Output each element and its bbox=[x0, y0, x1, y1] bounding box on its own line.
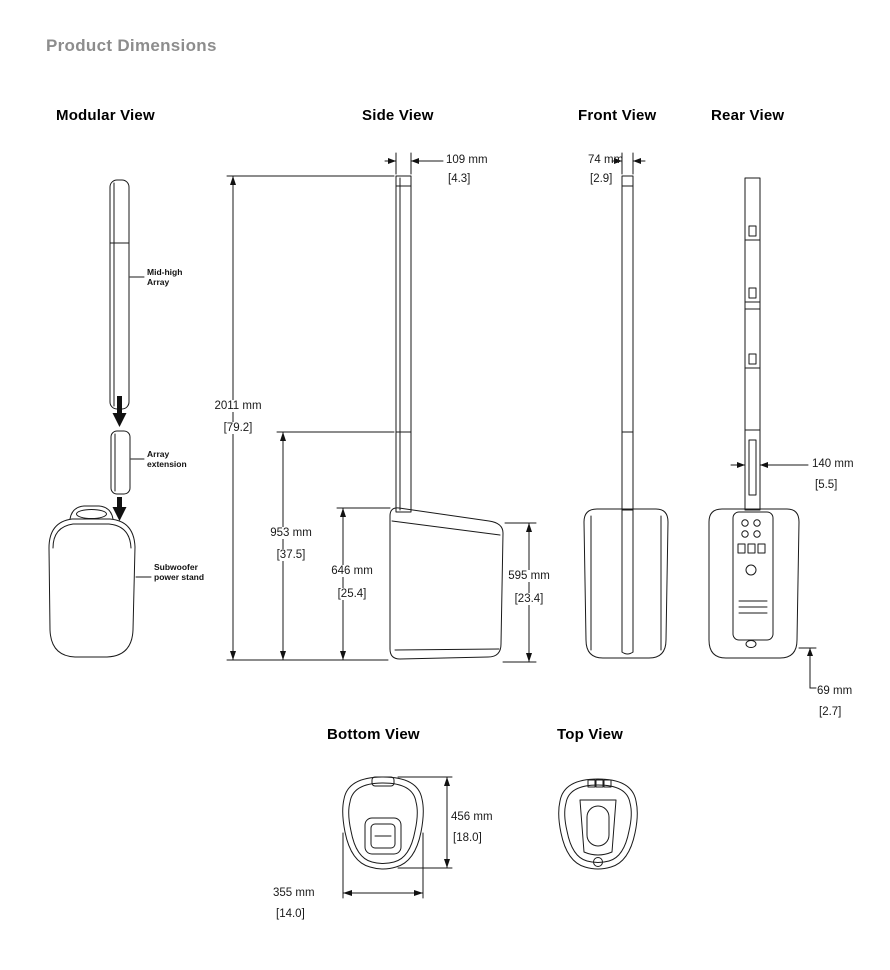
mid-high-array-label bbox=[147, 267, 182, 287]
front-width-dim-in: [2.9] bbox=[590, 173, 613, 185]
modular-subwoofer-drawing bbox=[49, 506, 135, 657]
side-stand-height-dim-lines bbox=[337, 508, 390, 660]
side-front-height-dim-mm: 595 mm bbox=[505, 570, 553, 582]
side-width-dim-mm: 109 mm bbox=[446, 154, 488, 166]
bottom-width-dim-lines bbox=[343, 833, 423, 898]
rear-foot-dim-mm: 69 mm bbox=[817, 685, 853, 697]
rear-foot-dim-lines bbox=[799, 648, 816, 688]
modular-down-arrow-2 bbox=[113, 497, 127, 521]
bottom-depth-dim-in: [18.0] bbox=[453, 832, 482, 844]
rear-array-drawing bbox=[745, 178, 760, 510]
side-array-height-dim-lines bbox=[277, 432, 394, 660]
side-total-height-dim-in: [79.2] bbox=[221, 422, 256, 434]
side-array-height-dim-in: [37.5] bbox=[274, 549, 309, 561]
subwoofer-label bbox=[154, 562, 204, 582]
modular-extension-drawing bbox=[111, 431, 130, 494]
side-view-title: Side View bbox=[362, 107, 434, 124]
bottom-width-dim-mm: 355 mm bbox=[273, 887, 315, 899]
side-array-height-dim-mm: 953 mm bbox=[267, 527, 315, 539]
side-stand-height-dim-in: [25.4] bbox=[335, 588, 370, 600]
front-width-dim-mm: 74 mm bbox=[588, 154, 624, 166]
bottom-view-title: Bottom View bbox=[327, 726, 420, 743]
page-title: Product Dimensions bbox=[46, 36, 217, 55]
array-extension-label-line2: extension bbox=[147, 459, 187, 470]
side-array-drawing bbox=[396, 176, 411, 512]
side-width-dim-in: [4.3] bbox=[448, 173, 471, 185]
rear-width-dim-in: [5.5] bbox=[815, 479, 838, 491]
side-front-height-dim-in: [23.4] bbox=[512, 593, 547, 605]
top-view-drawing bbox=[559, 779, 638, 869]
side-width-dim-lines bbox=[385, 153, 443, 174]
bottom-width-dim-in: [14.0] bbox=[276, 908, 305, 920]
front-view-title: Front View bbox=[578, 107, 657, 124]
side-subwoofer-drawing bbox=[390, 508, 503, 659]
modular-leader-lines bbox=[130, 277, 151, 577]
rear-view-title: Rear View bbox=[711, 107, 785, 124]
front-array-drawing bbox=[622, 176, 633, 510]
rear-width-dim-mm: 140 mm bbox=[812, 458, 854, 470]
mid-high-array-label-line1: Mid-high bbox=[147, 267, 183, 277]
front-subwoofer-drawing bbox=[584, 509, 668, 658]
modular-view-title: Modular View bbox=[56, 107, 155, 124]
side-stand-height-dim-mm: 646 mm bbox=[328, 565, 376, 577]
array-extension-label bbox=[147, 449, 187, 469]
rear-subwoofer-drawing bbox=[709, 509, 799, 658]
array-extension-label-line1: Array bbox=[147, 449, 170, 459]
side-total-height-dim-mm: 2011 mm bbox=[211, 400, 264, 412]
subwoofer-label-line1: Subwoofer bbox=[154, 562, 198, 572]
mid-high-array-label-line2: Array bbox=[147, 277, 170, 288]
rear-foot-dim-in: [2.7] bbox=[819, 706, 842, 718]
bottom-depth-dim-mm: 456 mm bbox=[451, 811, 493, 823]
subwoofer-label-line2: power stand bbox=[154, 572, 205, 583]
modular-array-drawing bbox=[110, 180, 129, 409]
rear-width-dim-lines bbox=[731, 462, 808, 468]
modular-down-arrow-1 bbox=[113, 396, 127, 427]
top-view-title: Top View bbox=[557, 726, 624, 743]
bottom-view-drawing bbox=[343, 777, 424, 869]
